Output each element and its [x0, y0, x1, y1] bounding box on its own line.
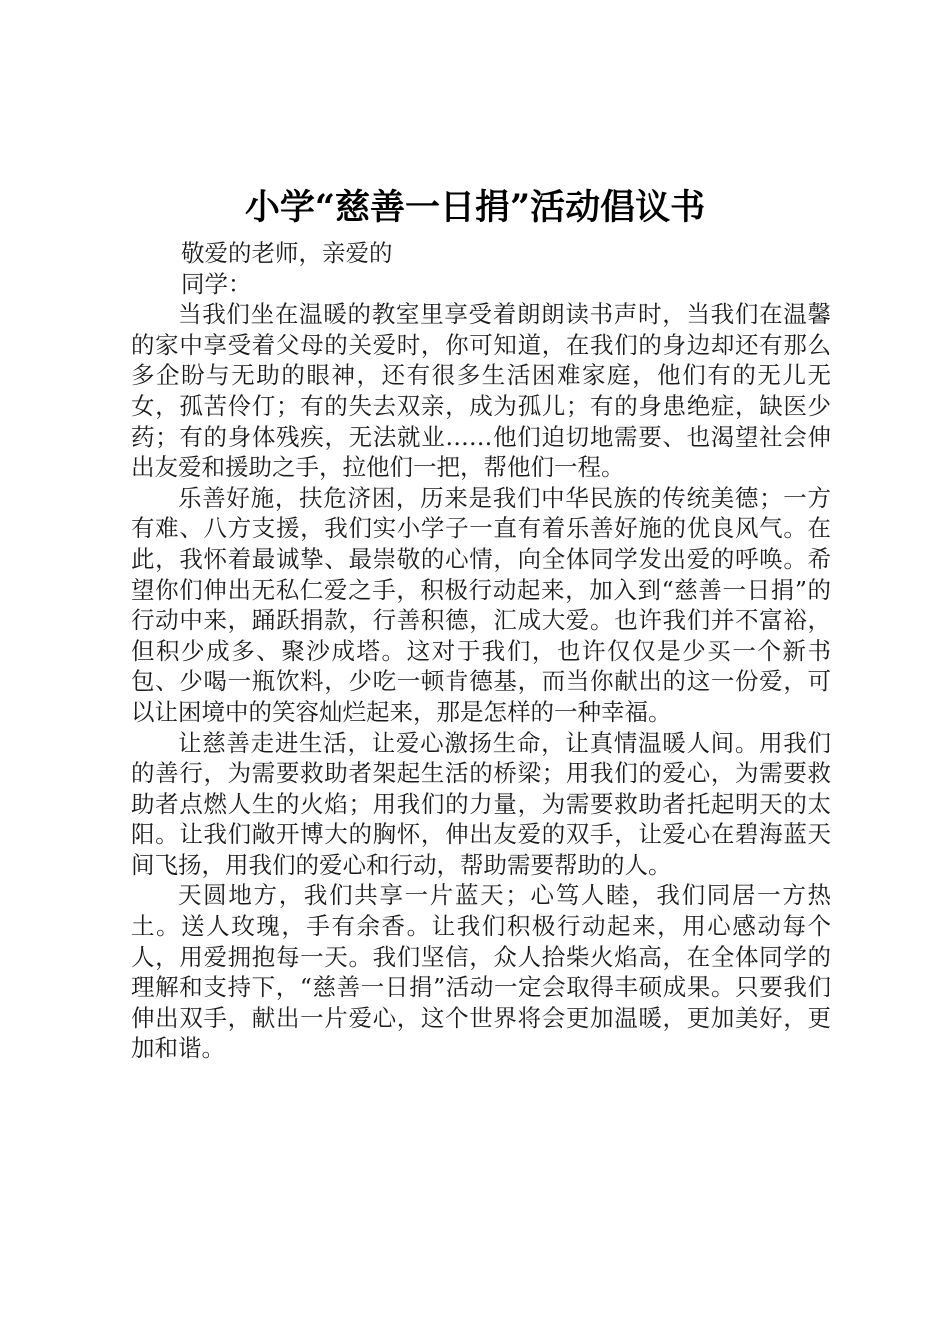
- salutation: [131, 238, 831, 299]
- paragraph-1: 当我们坐在温暖的教室里享受着朗朗读书声时，当我们在温馨的家中享受着父母的关爱时，你可知道，在我们的身边却还有那么多企盼与无助的眼神，还有很多生活困难家庭，他们有的无儿无女，孤苦伶仃；有的失去双亲，成为孤儿；有的身患绝症，缺医少药；有的身体残疾，无法就业……他们迫切地需要、也渴望社会伸出友爱和援助之手，拉他们一把，帮他们一程。: [131, 300, 831, 482]
- salutation-line-2: 同学：: [181, 269, 252, 298]
- paragraph-3: 让慈善走进生活，让爱心激扬生命，让真情温暖人间。用我们的善行，为需要救助者架起生活的桥梁；用我们的爱心，为需要救助者点燃人生的火焰；用我们的力量，为需要救助者托起明天的太阳。让我们敞开博大的胸怀，伸出友爱的双手，让爱心在碧海蓝天间飞扬，用我们的爱心和行动，帮助需要帮助的人。: [131, 728, 831, 879]
- salutation-line-1: 敬爱的老师，亲爱的: [181, 239, 393, 267]
- paragraph-4: 天圆地方，我们共享一片蓝天；心笃人睦，我们同居一方热土。送人玫瑰，手有余香。让我们积极行动起来，用心感动每个人，用爱拥抱每一天。我们坚信，众人拾柴火焰高，在全体同学的理解和支持下，“慈善一日捐”活动一定会取得丰硕成果。只要我们伸出双手，献出一片爱心，这个世界将会更加温暖，更加美好，更加和谐。: [131, 881, 831, 1063]
- document-title: 小学“慈善一日捐”活动倡议书: [244, 187, 706, 228]
- paragraph-2: 乐善好施，扶危济困，历来是我们中华民族的传统美德；一方有难、八方支援，我们实小学子一直有着乐善好施的优良风气。在此，我怀着最诚挚、最崇敬的心情，向全体同学发出爱的呼唤。希望你们伸出无私仁爱之手，积极行动起来，加入到“慈善一日捐”的行动中来，踊跃捐款，行善积德，汇成大爱。也许我们并不富裕，但积少成多、聚沙成塔。这对于我们，也许仅仅是少买一个新书包、少喝一瓶饮料，少吃一顿肯德基，而当你献出的这一份爱，可以让困境中的笑容灿烂起来，那是怎样的一种幸福。: [131, 483, 831, 726]
- document-body: [131, 238, 831, 1064]
